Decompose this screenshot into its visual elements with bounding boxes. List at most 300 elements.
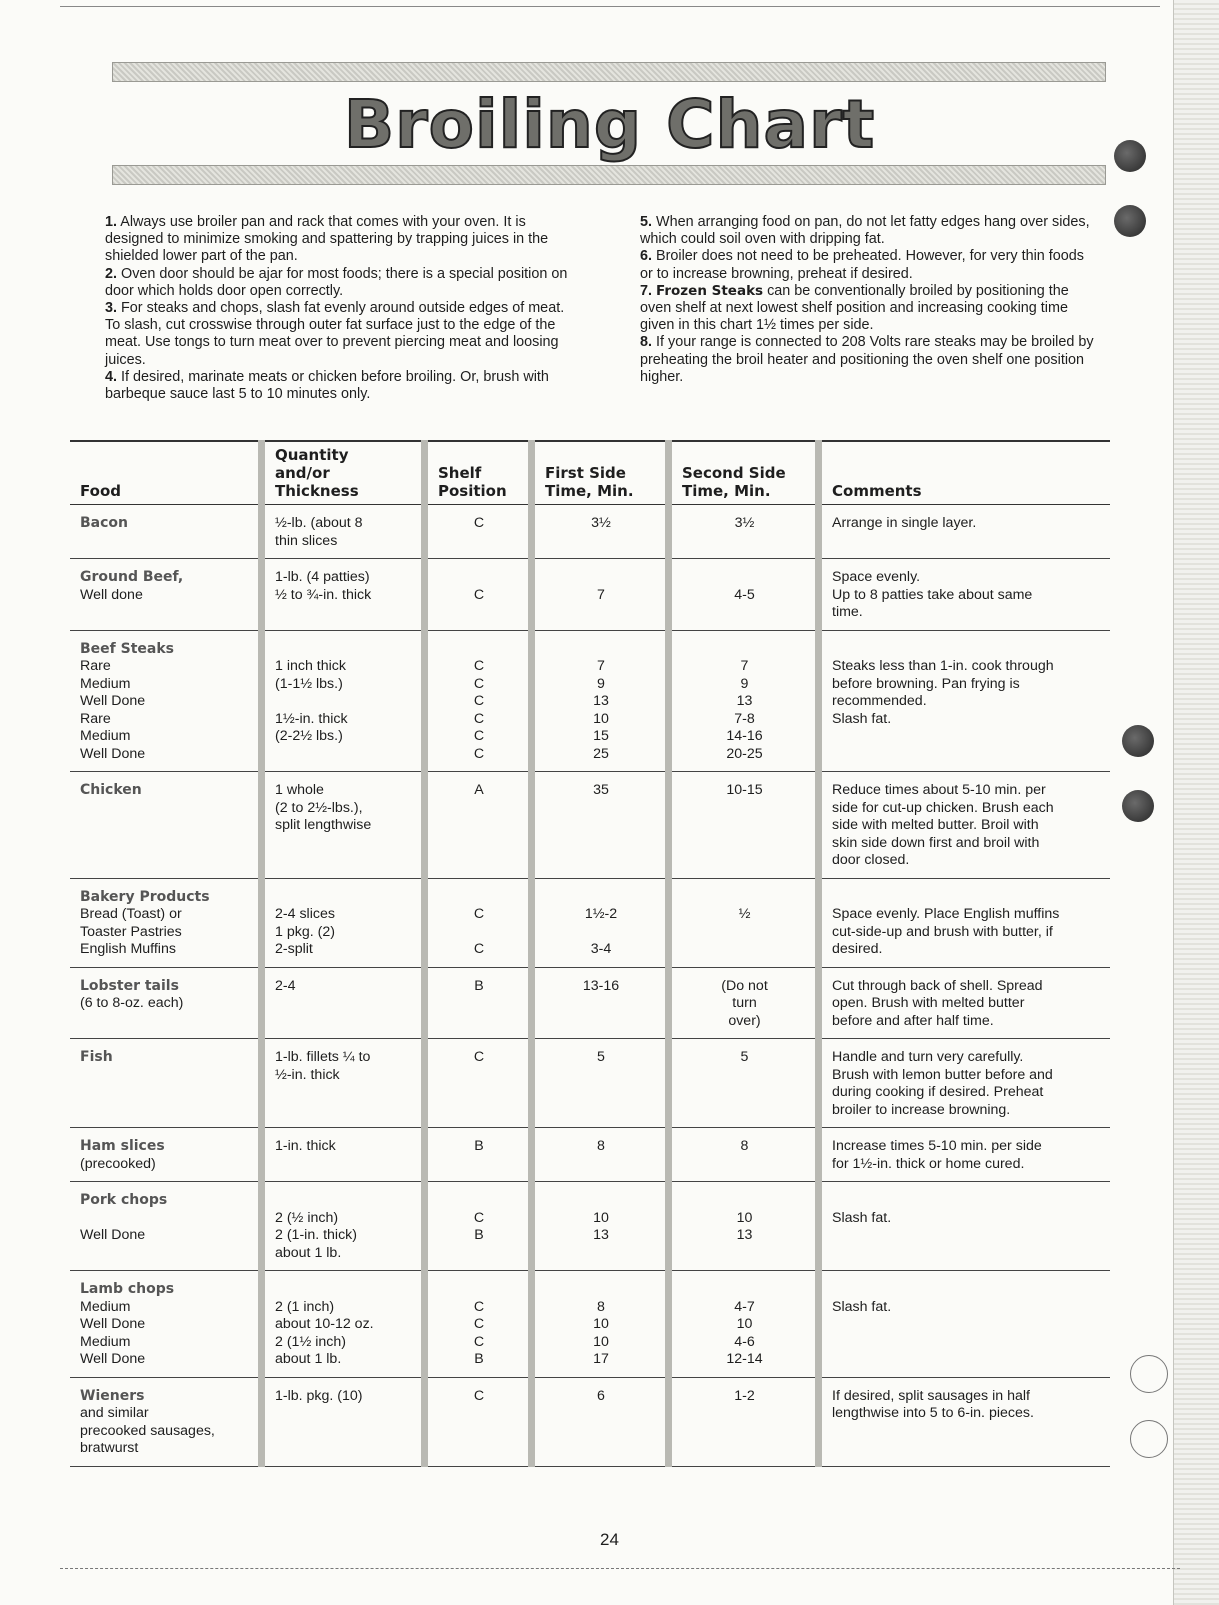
cell-comments-line: Handle and turn very carefully.	[832, 1049, 1024, 1065]
cell-second-side	[669, 772, 819, 879]
cell-quantity-line: ½-in. thick	[275, 1066, 340, 1083]
instruction-number: 4.	[105, 368, 118, 385]
cell-comments-line: before browning. Pan frying is	[832, 675, 1020, 692]
cell-second-side-line: 9	[740, 675, 749, 692]
food-category: Pork chops	[80, 1192, 168, 1208]
cell-second-side-line: 1-2	[734, 1387, 755, 1404]
table-row	[70, 1377, 1110, 1466]
cell-quantity	[262, 1271, 425, 1378]
cell-shelf	[425, 772, 532, 879]
cell-second-side-line: 4-6	[734, 1333, 755, 1350]
cell-first-side	[532, 559, 669, 631]
cell-quantity	[262, 772, 425, 879]
cell-first-side-line: 25	[593, 745, 609, 762]
binder-hole	[1122, 790, 1154, 822]
cell-first-side-line: 10	[593, 710, 609, 727]
cell-second-side	[669, 1039, 819, 1128]
cell-second-side-line: 7	[740, 658, 749, 674]
cell-comments-line: Up to 8 patties take about same	[832, 586, 1033, 603]
food-category: Wieners	[80, 1387, 145, 1404]
cell-quantity-line: ½-lb. (about 8	[275, 515, 363, 531]
cell-second-side-line: 10	[736, 1209, 753, 1226]
table-header-row	[70, 441, 1110, 505]
cell-quantity-line	[275, 1192, 413, 1210]
cell-first-side	[532, 1182, 669, 1271]
cell-quantity-line: 2-4 slices	[275, 906, 335, 922]
cell-food	[70, 1182, 262, 1271]
cell-shelf-line: B	[474, 1138, 484, 1154]
cell-shelf-line	[438, 924, 520, 942]
cell-quantity-line	[275, 889, 413, 907]
cell-food	[70, 967, 262, 1039]
cell-shelf-line: C	[473, 1333, 485, 1350]
cell-quantity-line: 2 (1 inch)	[275, 1298, 335, 1315]
cell-quantity	[262, 1128, 425, 1182]
cell-shelf-line: C	[473, 1049, 485, 1065]
cell-second-side-line: 13	[736, 1227, 753, 1243]
cell-food	[70, 1128, 262, 1182]
broiling-table	[70, 440, 1110, 1467]
cell-first-side-line	[545, 1192, 657, 1210]
cell-first-side-line: 15	[593, 728, 609, 744]
cell-second-side	[669, 878, 819, 967]
cell-food-line: (6 to 8-oz. each)	[80, 995, 184, 1011]
instruction-item	[105, 214, 575, 266]
cell-quantity-line: about 1 lb.	[275, 1244, 342, 1261]
cell-first-side-line: 9	[597, 675, 605, 692]
cell-shelf	[425, 505, 532, 559]
cell-quantity-line: 2-4	[275, 977, 296, 994]
cell-shelf-line: C	[473, 675, 485, 692]
cell-food	[70, 878, 262, 967]
cell-comments-line: open. Brush with melted butter	[832, 995, 1025, 1011]
cell-comments	[819, 1128, 1111, 1182]
cell-comments-line: skin side down first and broil with	[832, 834, 1040, 851]
cell-comments	[819, 967, 1111, 1039]
header-food: Food	[70, 441, 262, 505]
cell-food-line: Medium	[80, 675, 131, 692]
cell-comments-line: If desired, split sausages in half	[832, 1387, 1030, 1404]
cell-second-side-line: 20-25	[726, 745, 763, 762]
table-row	[70, 1271, 1110, 1378]
cell-first-side-line	[545, 924, 657, 942]
cell-shelf	[425, 1039, 532, 1128]
cell-shelf-line: A	[474, 782, 484, 798]
table-row	[70, 1128, 1110, 1182]
binder-hole-outline	[1130, 1420, 1168, 1458]
cell-comments-line: before and after half time.	[832, 1012, 994, 1029]
cell-food	[70, 505, 262, 559]
cell-comments-line: Slash fat.	[832, 1209, 892, 1226]
cell-quantity	[262, 630, 425, 772]
cell-first-side-line: 13-16	[582, 977, 620, 994]
cell-food-line: Well Done	[80, 1316, 146, 1332]
header-quantity: Quantity and/or Thickness	[262, 441, 425, 505]
cell-comments-line: time.	[832, 604, 863, 620]
cell-food	[70, 1039, 262, 1128]
cell-comments-line	[832, 641, 1102, 659]
cell-comments	[819, 878, 1111, 967]
cell-food-line: precooked sausages,	[80, 1422, 215, 1439]
page-title: Broiling Chart	[343, 86, 876, 163]
cell-quantity	[262, 1182, 425, 1271]
top-edge-rule	[60, 0, 1160, 7]
cell-second-side-line: over)	[728, 1012, 761, 1029]
binder-hole	[1122, 725, 1154, 757]
cell-shelf-line	[438, 889, 520, 907]
cell-second-side-line: 5	[740, 1049, 749, 1065]
cell-first-side-line: 7	[597, 586, 605, 603]
instruction-item	[105, 369, 575, 403]
instruction-number: 7.	[640, 282, 653, 299]
cell-first-side	[532, 772, 669, 879]
cell-first-side-line	[545, 569, 657, 587]
instruction-number: 6.	[640, 248, 653, 265]
food-category: Bakery Products	[80, 888, 210, 905]
cell-comments-line: Space evenly.	[832, 569, 921, 585]
binder-hole-outline	[1130, 1355, 1168, 1393]
cell-first-side-line: 10	[593, 1209, 609, 1226]
header-comments: Comments	[819, 441, 1111, 505]
cell-quantity-line	[275, 1281, 413, 1299]
cell-first-side	[532, 630, 669, 772]
cell-second-side-line	[682, 1192, 807, 1210]
cell-food-line: Well Done	[80, 745, 146, 762]
instructions-right	[640, 214, 1100, 386]
cell-shelf-line: C	[473, 1298, 485, 1315]
cell-comments-line	[832, 889, 1102, 907]
cell-comments-line: during cooking if desired. Preheat	[832, 1084, 1044, 1100]
instruction-number: 3.	[105, 300, 118, 317]
cell-second-side-line: 4-7	[734, 1298, 755, 1315]
title-band-bottom	[112, 165, 1106, 185]
cell-shelf-line: C	[473, 1316, 485, 1332]
instruction-text: If your range is connected to 208 Volts rare steaks may be broiled by preheating the broil heater and positioning the oven shelf one position higher.	[640, 334, 1094, 385]
cell-shelf-line: C	[473, 745, 485, 762]
cell-comments	[819, 1377, 1111, 1466]
cell-comments-line: recommended.	[832, 693, 927, 709]
table-row	[70, 630, 1110, 772]
cell-second-side-line: 12-14	[726, 1351, 763, 1367]
cell-second-side-line: 13	[736, 693, 753, 709]
cell-shelf	[425, 1271, 532, 1378]
cell-quantity-line: about 1 lb.	[275, 1351, 342, 1367]
cell-first-side-line	[545, 889, 657, 907]
cell-shelf-line: B	[474, 977, 484, 994]
cell-second-side	[669, 1182, 819, 1271]
table-row	[70, 967, 1110, 1039]
instruction-emphasis: Frozen Steaks	[656, 282, 764, 299]
cell-shelf	[425, 630, 532, 772]
cell-shelf-line: C	[473, 728, 485, 744]
instruction-number: 5.	[640, 214, 653, 230]
cell-quantity-line: (2-2½ lbs.)	[275, 728, 343, 744]
title-band-top	[112, 62, 1106, 82]
cell-second-side-line: ½	[738, 906, 751, 922]
cell-comments-line: for 1½-in. thick or home cured.	[832, 1155, 1025, 1172]
cell-second-side	[669, 505, 819, 559]
cell-quantity-line: ½ to ¾-in. thick	[275, 586, 372, 603]
cell-second-side-line: 8	[740, 1138, 749, 1154]
cell-shelf-line: C	[473, 515, 485, 531]
cell-shelf	[425, 1182, 532, 1271]
food-category: Bacon	[80, 515, 129, 531]
cell-first-side	[532, 1039, 669, 1128]
cell-quantity-line: about 10-12 oz.	[275, 1316, 374, 1332]
binder-hole	[1114, 205, 1146, 237]
cell-quantity-line: 1½-in. thick	[275, 710, 348, 727]
cell-first-side	[532, 1377, 669, 1466]
cell-comments-line: Steaks less than 1-in. cook through	[832, 658, 1054, 674]
cell-quantity-line	[275, 641, 413, 659]
cell-first-side-line: 3½	[591, 515, 611, 531]
cell-quantity-line: 1-lb. (4 patties)	[275, 569, 370, 585]
cell-quantity-line	[275, 693, 413, 711]
cell-first-side-line: 13	[593, 693, 609, 709]
bottom-edge-rule	[60, 1568, 1180, 1569]
cell-shelf-line: C	[473, 941, 485, 957]
cell-food-line: Well Done	[80, 693, 146, 709]
cell-shelf-line: C	[473, 1209, 485, 1226]
instruction-text: can be conventionally broiled by positioning the oven shelf at next lowest shelf position and increasing cooking time given in this chart 1½ times per side.	[640, 282, 1069, 334]
cell-first-side-line: 3-4	[590, 941, 612, 957]
header-first-side: First Side Time, Min.	[532, 441, 669, 505]
cell-food-line: Rare	[80, 710, 111, 727]
cell-food	[70, 1271, 262, 1378]
cell-first-side-line	[545, 641, 657, 659]
cell-food-line: Rare	[80, 658, 111, 674]
cell-quantity	[262, 1039, 425, 1128]
cell-food-line: Medium	[80, 728, 131, 744]
cell-quantity-line: 2 (1-in. thick)	[275, 1227, 357, 1243]
cell-shelf-line: B	[474, 1227, 484, 1243]
cell-comments	[819, 1271, 1111, 1378]
food-category: Ham slices	[80, 1138, 165, 1154]
cell-food	[70, 559, 262, 631]
cell-comments-line: broiler to increase browning.	[832, 1101, 1011, 1118]
table-row	[70, 559, 1110, 631]
cell-food-line	[80, 1210, 250, 1228]
cell-comments-line: door closed.	[832, 852, 910, 868]
cell-food-line: Well Done	[80, 1351, 146, 1367]
cell-second-side	[669, 559, 819, 631]
food-category: Beef Steaks	[80, 640, 174, 657]
cell-quantity-line: 1-lb. fillets ¼ to	[275, 1049, 371, 1065]
cell-comments	[819, 1039, 1111, 1128]
cell-shelf-line	[438, 641, 520, 659]
cell-food-line: Well Done	[80, 1227, 146, 1243]
cell-shelf-line: C	[473, 906, 485, 922]
cell-quantity	[262, 505, 425, 559]
cell-food-line: (precooked)	[80, 1155, 156, 1172]
cell-quantity-line: 2 (1½ inch)	[275, 1333, 346, 1350]
cell-quantity-line: 1-in. thick	[275, 1138, 336, 1154]
cell-shelf-line: C	[473, 693, 485, 709]
cell-comments-line: Reduce times about 5-10 min. per	[832, 782, 1046, 798]
cell-quantity-line: 2 (½ inch)	[275, 1209, 339, 1226]
cell-quantity-line: 1 whole	[275, 782, 324, 798]
table-row	[70, 1182, 1110, 1271]
cell-comments	[819, 772, 1111, 879]
cell-first-side-line: 13	[593, 1227, 609, 1243]
cell-quantity-line: thin slices	[275, 532, 338, 549]
cell-shelf	[425, 1128, 532, 1182]
instruction-number: 8.	[640, 334, 653, 351]
cell-comments	[819, 1182, 1111, 1271]
cell-shelf-line	[438, 1281, 520, 1299]
cell-shelf-line: C	[473, 586, 485, 603]
cell-quantity	[262, 878, 425, 967]
cell-food-line: English Muffins	[80, 941, 176, 957]
cell-food-line: Well done	[80, 586, 143, 603]
instruction-item	[640, 334, 1100, 386]
cell-shelf-line: C	[473, 1387, 485, 1404]
food-category: Fish	[80, 1049, 113, 1065]
instruction-text: When arranging food on pan, do not let fatty edges hang over sides, which could soil oven with dripping fat.	[640, 214, 1090, 248]
cell-comments	[819, 559, 1111, 631]
cell-first-side	[532, 1128, 669, 1182]
instruction-item	[640, 248, 1100, 282]
cell-second-side-line	[682, 641, 807, 659]
binder-hole	[1114, 140, 1146, 172]
cell-comments-line: cut-side-up and brush with butter, if	[832, 923, 1053, 940]
cell-second-side	[669, 630, 819, 772]
cell-food-line: Medium	[80, 1333, 131, 1350]
page-number: 24	[600, 1530, 619, 1549]
cell-comments-line: Slash fat.	[832, 710, 892, 727]
cell-food-line: Bread (Toast) or	[80, 906, 182, 922]
cell-second-side-line	[682, 569, 807, 587]
food-category: Lobster tails	[80, 977, 179, 994]
instruction-text: If desired, marinate meats or chicken before broiling. Or, brush with barbeque sauce last 5 to 10 minutes only.	[105, 368, 549, 403]
cell-first-side-line: 17	[593, 1351, 609, 1367]
cell-shelf	[425, 967, 532, 1039]
cell-first-side-line	[545, 1281, 657, 1299]
cell-shelf	[425, 878, 532, 967]
instruction-text: Always use broiler pan and rack that comes with your oven. It is designed to minimize smoking and spattering by trapping juices in the shielded lower part of the pan.	[105, 214, 549, 265]
cell-quantity	[262, 559, 425, 631]
cell-food-line: Toaster Pastries	[80, 923, 182, 940]
cell-second-side-line: turn	[732, 995, 757, 1011]
instruction-number: 2.	[105, 265, 118, 282]
instruction-text: For steaks and chops, slash fat evenly around outside edges of meat. To slash, cut crosswise through outer fat surface just to the edge of the meat. Use tongs to turn meat over to prevent piercing meat and loosing juices.	[105, 300, 565, 368]
cell-first-side-line: 10	[593, 1316, 609, 1332]
table-row	[70, 505, 1110, 559]
food-category: Lamb chops	[80, 1281, 175, 1297]
cell-shelf-line: B	[474, 1351, 484, 1367]
cell-comments	[819, 630, 1111, 772]
cell-comments-line: Cut through back of shell. Spread	[832, 977, 1043, 994]
cell-second-side-line: 14-16	[726, 728, 763, 744]
cell-comments-line: Increase times 5-10 min. per side	[832, 1138, 1042, 1154]
instruction-item	[105, 266, 575, 300]
instructions-left	[105, 214, 575, 403]
cell-first-side	[532, 967, 669, 1039]
header-shelf: Shelf Position	[425, 441, 532, 505]
table-row	[70, 772, 1110, 879]
table-row	[70, 1039, 1110, 1128]
cell-quantity-line: split lengthwise	[275, 817, 372, 833]
cell-quantity-line: 1-lb. pkg. (10)	[275, 1387, 363, 1404]
cell-first-side-line: 7	[597, 658, 605, 674]
header-second-side: Second Side Time, Min.	[669, 441, 819, 505]
cell-shelf-line	[438, 569, 520, 587]
cell-food	[70, 630, 262, 772]
cell-comments-line: side for cut-up chicken. Brush each	[832, 799, 1054, 816]
cell-food-line: Medium	[80, 1298, 131, 1315]
instruction-item	[640, 283, 1100, 335]
cell-comments	[819, 505, 1111, 559]
cell-second-side	[669, 1128, 819, 1182]
cell-quantity-line: (1-1½ lbs.)	[275, 675, 343, 692]
food-category: Chicken	[80, 782, 142, 798]
cell-second-side	[669, 1377, 819, 1466]
cell-second-side-line	[682, 1281, 807, 1299]
cell-first-side-line: 35	[593, 782, 609, 798]
cell-second-side-line: 4-5	[734, 586, 755, 603]
instruction-item	[640, 214, 1100, 248]
cell-shelf-line: C	[473, 710, 485, 727]
cell-quantity	[262, 1377, 425, 1466]
instruction-item	[105, 300, 575, 369]
cell-shelf-line	[438, 1192, 520, 1210]
instruction-text: Oven door should be ajar for most foods; there is a special position on door which holds door open correctly.	[105, 265, 568, 299]
cell-quantity	[262, 967, 425, 1039]
cell-second-side-line	[682, 889, 807, 907]
table-row	[70, 878, 1110, 967]
cell-second-side-line: 10-15	[726, 782, 763, 798]
cell-food-line: and similar	[80, 1405, 149, 1421]
cell-comments-line: Slash fat.	[832, 1298, 892, 1315]
cell-first-side-line: 5	[597, 1049, 605, 1065]
food-category: Ground Beef,	[80, 569, 184, 585]
cell-quantity-line: 2-split	[275, 941, 313, 957]
page-edge-shadow	[1173, 0, 1219, 1605]
cell-comments-line: side with melted butter. Broil with	[832, 817, 1039, 833]
cell-second-side-line: 10	[736, 1316, 753, 1332]
cell-first-side	[532, 1271, 669, 1378]
cell-second-side-line: 3½	[734, 515, 755, 531]
cell-first-side-line: 8	[597, 1138, 605, 1154]
cell-shelf	[425, 1377, 532, 1466]
cell-quantity-line: 1 inch thick	[275, 658, 346, 674]
cell-second-side-line: (Do not	[721, 977, 768, 994]
cell-second-side	[669, 967, 819, 1039]
cell-second-side-line: 7-8	[734, 710, 755, 727]
cell-comments-line: Arrange in single layer.	[832, 515, 977, 531]
cell-shelf	[425, 559, 532, 631]
cell-first-side	[532, 505, 669, 559]
cell-food	[70, 1377, 262, 1466]
cell-second-side	[669, 1271, 819, 1378]
cell-comments-line: Space evenly. Place English muffins	[832, 906, 1060, 922]
cell-first-side	[532, 878, 669, 967]
instruction-number: 1.	[105, 214, 118, 230]
cell-first-side-line: 6	[597, 1387, 605, 1404]
table-body	[70, 505, 1110, 1467]
cell-food	[70, 772, 262, 879]
cell-comments-line: desired.	[832, 941, 883, 957]
cell-comments-line	[832, 1281, 1102, 1299]
instruction-text: Broiler does not need to be preheated. However, for very thin foods or to increase browning, preheat if desired.	[640, 248, 1084, 282]
cell-comments-line: lengthwise into 5 to 6-in. pieces.	[832, 1405, 1034, 1421]
cell-quantity-line: 1 pkg. (2)	[275, 923, 335, 940]
cell-comments-line	[832, 1192, 1102, 1210]
cell-comments-line: Brush with lemon butter before and	[832, 1066, 1053, 1083]
cell-first-side-line: 8	[597, 1298, 605, 1315]
cell-first-side-line: 1½-2	[584, 906, 618, 922]
cell-first-side-line: 10	[593, 1333, 609, 1350]
